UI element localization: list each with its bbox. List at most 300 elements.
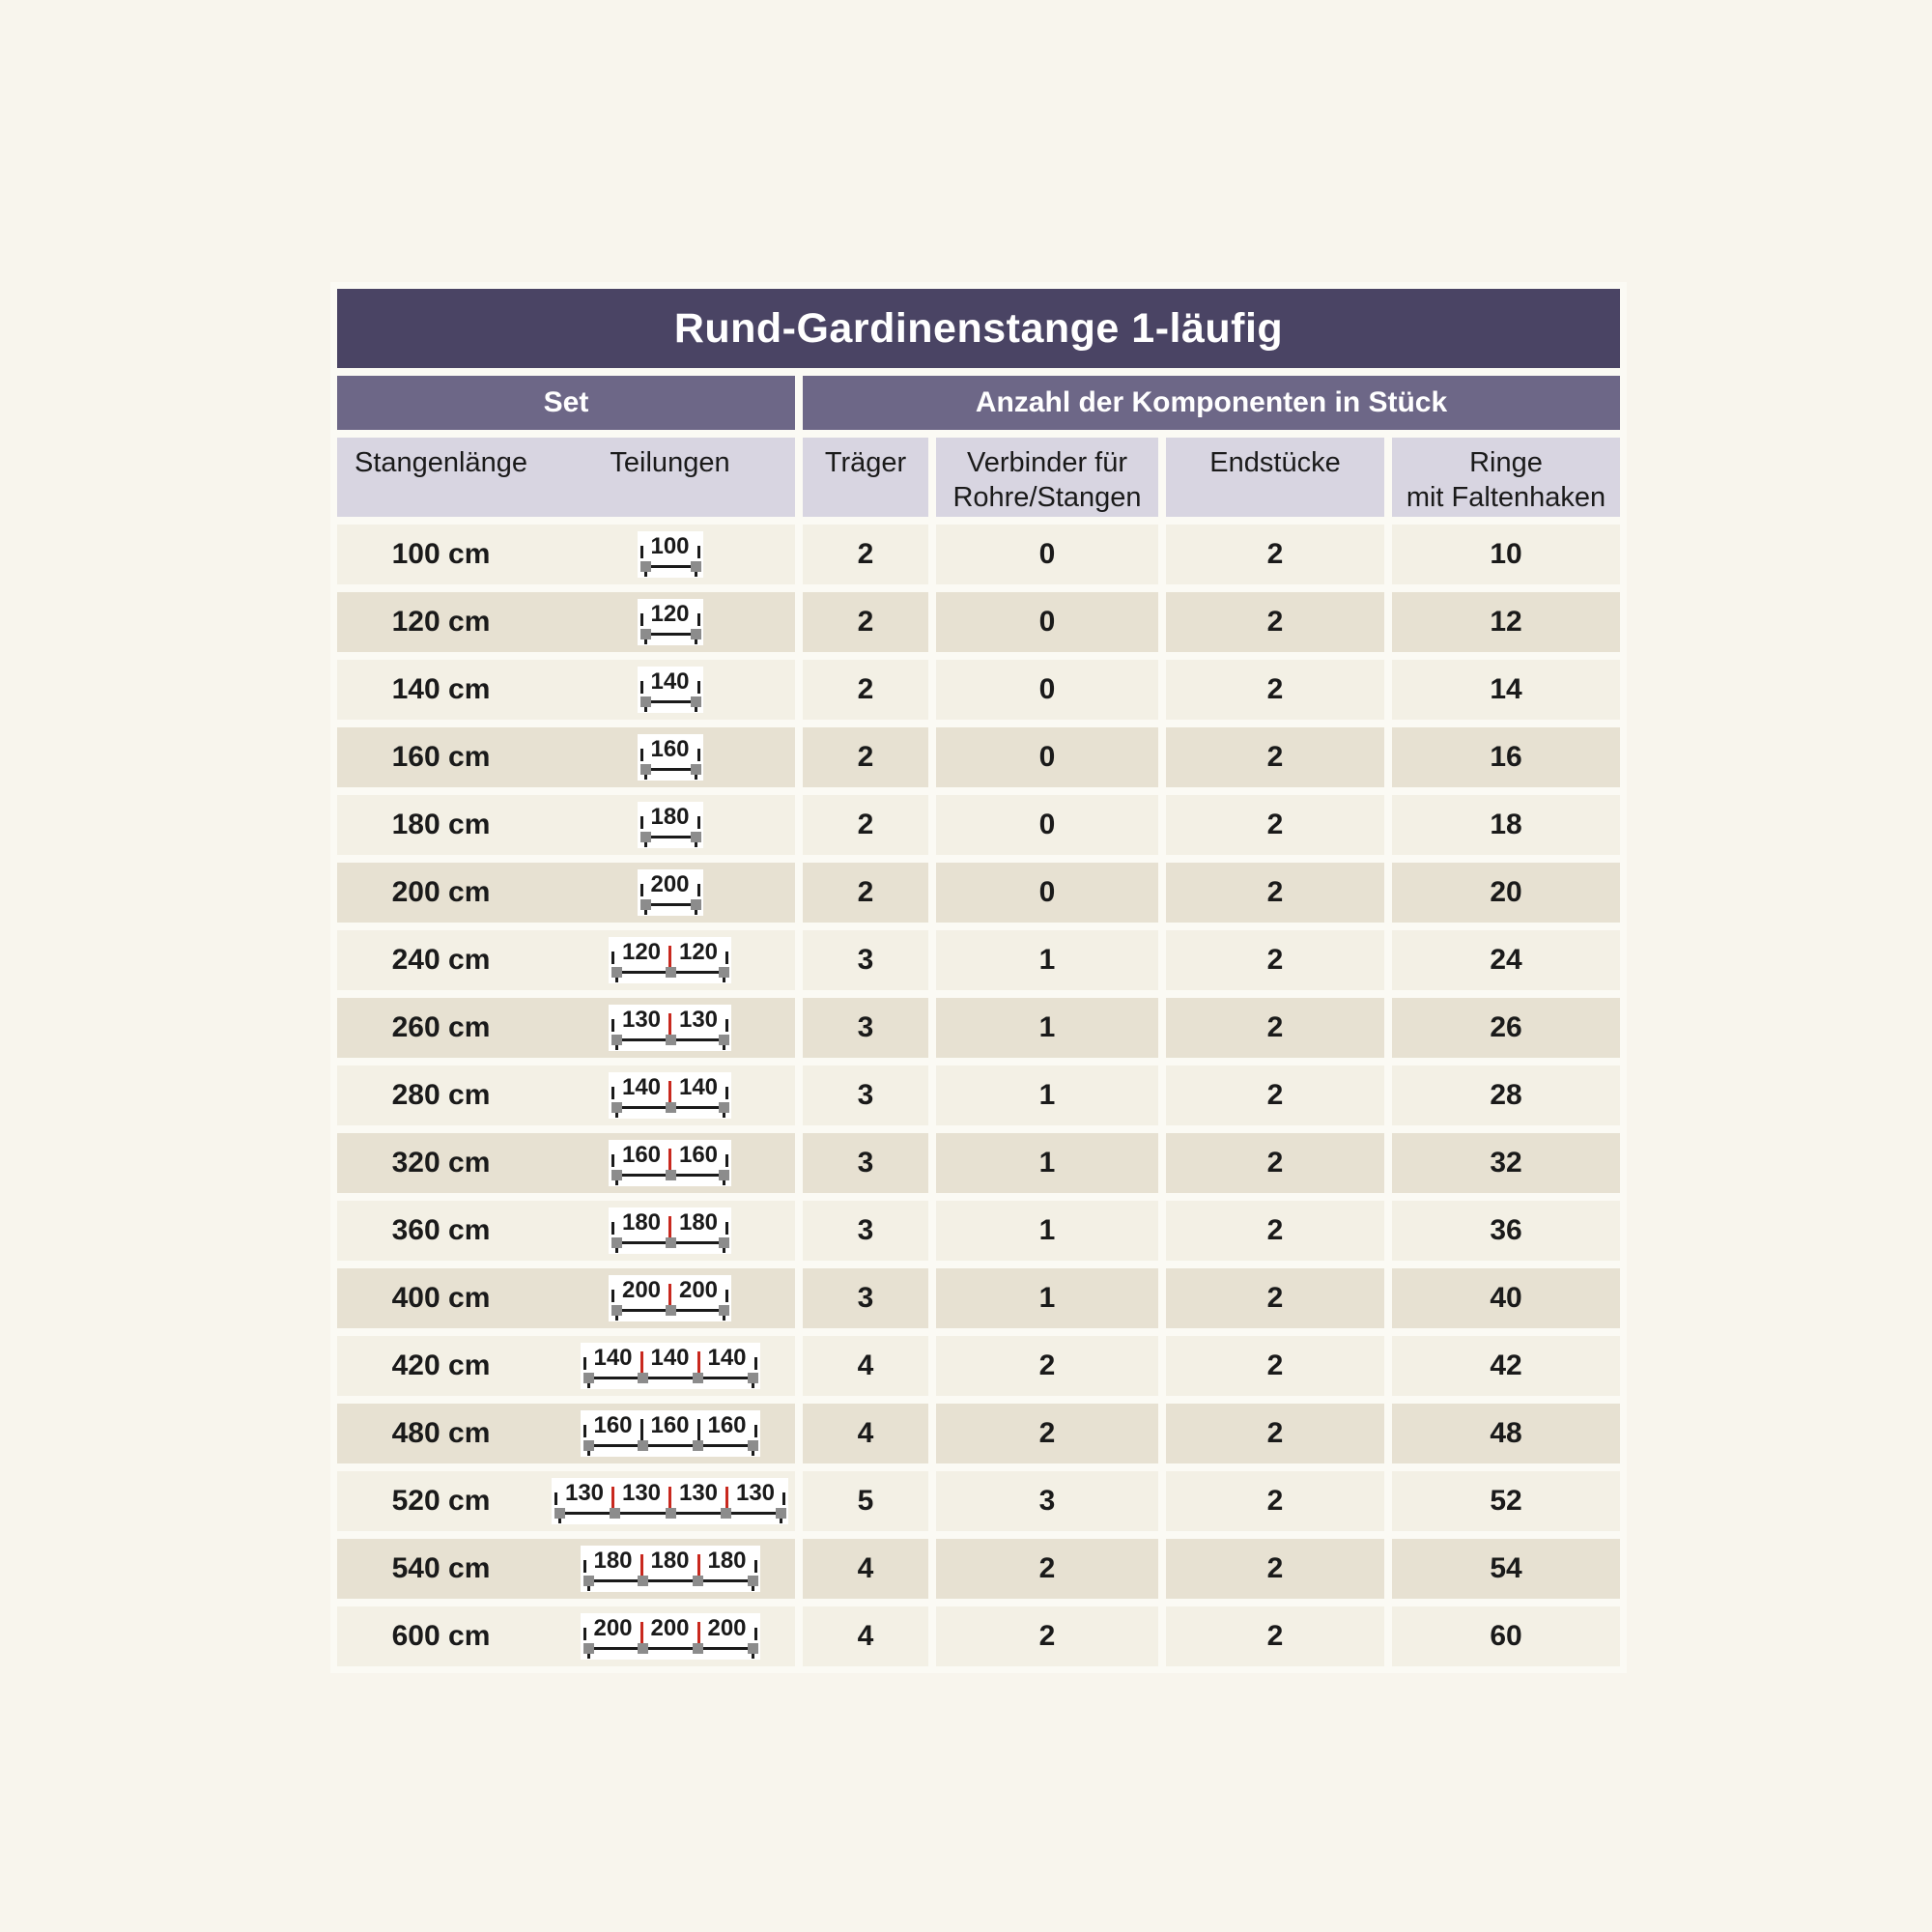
division-numbers — [640, 602, 700, 627]
rod-end-marker — [611, 1170, 622, 1180]
rod-joint-marker — [693, 1440, 703, 1451]
rings-count: 18 — [1392, 795, 1620, 855]
rings-count: 12 — [1392, 592, 1620, 652]
division-diagram — [581, 1546, 760, 1592]
division-diagram — [581, 1613, 760, 1660]
brackets-count: 4 — [803, 1404, 928, 1463]
brackets-count: 3 — [803, 1133, 928, 1193]
rod-line — [616, 1033, 724, 1047]
rod-end-marker — [748, 1440, 758, 1451]
rod-end-marker — [554, 1508, 565, 1519]
segment-length-label: 180 — [678, 1209, 719, 1236]
segment-length-label: 100 — [650, 533, 690, 559]
segment-length-label: 180 — [650, 804, 690, 830]
rod-line — [559, 1506, 781, 1520]
table-row — [337, 1065, 1620, 1125]
rod-line — [588, 1641, 753, 1656]
end-tick-icon — [725, 1154, 728, 1167]
brackets-count: 3 — [803, 998, 928, 1058]
segment-length-label: 140 — [678, 1074, 719, 1100]
rod-length-label: 540 cm — [391, 1552, 491, 1584]
division-diagram-wrap — [545, 1546, 795, 1592]
end-tick-icon — [611, 1290, 614, 1302]
division-diagram-wrap — [545, 1208, 795, 1254]
rod-joint-marker — [666, 1508, 676, 1519]
connectors-count: 1 — [936, 1065, 1158, 1125]
column-header-rings-line1: Ringe — [1469, 447, 1543, 478]
rod-length-label: 100 cm — [391, 538, 491, 570]
division-diagram — [609, 1275, 731, 1321]
connectors-count: 2 — [936, 1336, 1158, 1396]
rod-length-label: 280 cm — [391, 1079, 491, 1111]
division-diagram-wrap — [545, 1410, 795, 1457]
rod-line — [616, 965, 724, 980]
table-row — [337, 863, 1620, 923]
segment-length-label: 140 — [593, 1345, 633, 1371]
rod-joint-marker — [610, 1508, 620, 1519]
rod-length-label: 200 cm — [391, 876, 491, 908]
rod-line — [645, 762, 696, 777]
endpieces-count: 2 — [1166, 1268, 1384, 1328]
rod-end-marker — [583, 1373, 594, 1383]
rod-joint-marker — [666, 1170, 676, 1180]
rod-joint-marker — [666, 967, 676, 978]
rod-end-marker — [611, 1305, 622, 1316]
rod-end-marker — [776, 1508, 786, 1519]
rings-count: 20 — [1392, 863, 1620, 923]
table-row — [337, 592, 1620, 652]
division-numbers — [583, 1413, 757, 1438]
connectors-count: 1 — [936, 930, 1158, 990]
rod-end-marker — [583, 1643, 594, 1654]
table-body — [337, 525, 1620, 1666]
rings-count: 26 — [1392, 998, 1620, 1058]
rings-count: 60 — [1392, 1606, 1620, 1666]
end-tick-icon — [583, 1357, 586, 1370]
rod-joint-marker — [693, 1576, 703, 1586]
rod-line — [645, 559, 696, 574]
table-row — [337, 1606, 1620, 1666]
end-tick-icon — [725, 1290, 728, 1302]
rod-joint-marker — [666, 1305, 676, 1316]
division-diagram-wrap — [545, 937, 795, 983]
division-diagram-wrap — [545, 734, 795, 781]
endpieces-count: 2 — [1166, 1606, 1384, 1666]
segment-length-label: 160 — [621, 1142, 662, 1168]
segment-length-label: 130 — [564, 1480, 605, 1506]
endpieces-count: 2 — [1166, 930, 1384, 990]
endpieces-count: 2 — [1166, 795, 1384, 855]
set-cell — [337, 1133, 795, 1193]
rings-count: 54 — [1392, 1539, 1620, 1599]
column-header-rings-line2: mit Faltenhaken — [1406, 482, 1606, 513]
set-cell — [337, 727, 795, 787]
rod-joint-marker — [666, 1237, 676, 1248]
connectors-count: 0 — [936, 525, 1158, 584]
endpieces-count: 2 — [1166, 863, 1384, 923]
rod-length-label: 520 cm — [391, 1485, 491, 1517]
rings-count: 24 — [1392, 930, 1620, 990]
rod-end-marker — [640, 832, 651, 842]
end-tick-icon — [640, 884, 643, 896]
brackets-count: 3 — [803, 1065, 928, 1125]
segment-length-label: 140 — [707, 1345, 747, 1371]
end-tick-icon — [725, 1222, 728, 1235]
rod-line — [645, 897, 696, 912]
set-cell — [337, 1201, 795, 1261]
rod-length-label: 120 cm — [391, 606, 491, 638]
connectors-count: 0 — [936, 795, 1158, 855]
endpieces-count: 2 — [1166, 525, 1384, 584]
division-numbers — [640, 737, 700, 762]
end-tick-icon — [697, 681, 700, 694]
table-row — [337, 1268, 1620, 1328]
division-diagram — [609, 937, 731, 983]
set-cell — [337, 525, 795, 584]
segment-length-label: 130 — [621, 1480, 662, 1506]
connectors-count: 0 — [936, 863, 1158, 923]
column-header-set-group — [337, 438, 795, 517]
end-tick-icon — [782, 1492, 785, 1505]
end-tick-icon — [725, 1019, 728, 1032]
rod-joint-marker — [638, 1440, 648, 1451]
column-header-rings — [1392, 438, 1620, 517]
division-diagram — [638, 667, 703, 713]
end-tick-icon — [697, 816, 700, 829]
division-diagram — [609, 1208, 731, 1254]
table-row — [337, 1133, 1620, 1193]
segment-length-label: 160 — [593, 1412, 633, 1438]
table-row — [337, 998, 1620, 1058]
set-cell — [337, 592, 795, 652]
rod-joint-marker — [693, 1643, 703, 1654]
rod-length-label: 420 cm — [391, 1350, 491, 1381]
connectors-count: 0 — [936, 592, 1158, 652]
segment-length-label: 200 — [678, 1277, 719, 1303]
table-row — [337, 727, 1620, 787]
column-header-divisions: Teilungen — [610, 447, 730, 478]
set-cell — [337, 1065, 795, 1125]
table-row — [337, 660, 1620, 720]
column-header-connectors-line1: Verbinder für — [966, 447, 1128, 478]
rod-end-marker — [719, 1237, 729, 1248]
division-numbers — [583, 1346, 757, 1371]
rod-length-label: 600 cm — [391, 1620, 491, 1652]
segment-length-label: 120 — [678, 939, 719, 965]
group-header-components: Anzahl der Komponenten in Stück — [803, 376, 1620, 430]
end-tick-icon — [697, 749, 700, 761]
connectors-count: 1 — [936, 1201, 1158, 1261]
division-diagram-wrap — [545, 1140, 795, 1186]
rod-end-marker — [583, 1576, 594, 1586]
rod-end-marker — [640, 629, 651, 639]
end-tick-icon — [754, 1357, 757, 1370]
set-cell — [337, 998, 795, 1058]
end-tick-icon — [640, 613, 643, 626]
segment-length-label: 160 — [650, 736, 690, 762]
rod-joint-marker — [638, 1643, 648, 1654]
column-header-length: Stangenlänge — [355, 447, 527, 478]
group-header-set: Set — [337, 376, 795, 430]
end-tick-icon — [611, 952, 614, 964]
end-tick-icon — [754, 1425, 757, 1437]
endpieces-count: 2 — [1166, 1539, 1384, 1599]
division-numbers — [611, 1210, 728, 1236]
connectors-count: 2 — [936, 1539, 1158, 1599]
endpieces-count: 2 — [1166, 1201, 1384, 1261]
rod-line — [616, 1100, 724, 1115]
rings-count: 28 — [1392, 1065, 1620, 1125]
end-tick-icon — [725, 952, 728, 964]
division-numbers — [611, 1143, 728, 1168]
division-diagram — [638, 599, 703, 645]
rings-count: 14 — [1392, 660, 1620, 720]
rod-end-marker — [691, 629, 701, 639]
column-header-endpieces: Endstücke — [1166, 438, 1384, 517]
segment-length-label: 140 — [621, 1074, 662, 1100]
connectors-count: 3 — [936, 1471, 1158, 1531]
rod-end-marker — [611, 1102, 622, 1113]
rings-count: 40 — [1392, 1268, 1620, 1328]
column-header-row — [337, 438, 1620, 517]
rod-length-label: 240 cm — [391, 944, 491, 976]
rod-joint-marker — [666, 1035, 676, 1045]
division-numbers — [611, 1278, 728, 1303]
connectors-count: 2 — [936, 1404, 1158, 1463]
brackets-count: 4 — [803, 1539, 928, 1599]
end-tick-icon — [697, 546, 700, 558]
segment-length-label: 200 — [650, 871, 690, 897]
rod-end-marker — [611, 1237, 622, 1248]
segment-length-label: 200 — [621, 1277, 662, 1303]
brackets-count: 2 — [803, 660, 928, 720]
endpieces-count: 2 — [1166, 727, 1384, 787]
rod-end-marker — [691, 696, 701, 707]
segment-length-label: 180 — [593, 1548, 633, 1574]
end-tick-icon — [611, 1087, 614, 1099]
rod-end-marker — [691, 561, 701, 572]
set-cell — [337, 1539, 795, 1599]
end-tick-icon — [583, 1560, 586, 1573]
connectors-count: 0 — [936, 727, 1158, 787]
division-numbers — [611, 1075, 728, 1100]
division-diagram — [638, 869, 703, 916]
table-row — [337, 1201, 1620, 1261]
set-cell — [337, 1336, 795, 1396]
segment-length-label: 130 — [678, 1480, 719, 1506]
rings-count: 36 — [1392, 1201, 1620, 1261]
rod-end-marker — [719, 1102, 729, 1113]
end-tick-icon — [754, 1560, 757, 1573]
column-header-brackets: Träger — [803, 438, 928, 517]
end-tick-icon — [754, 1628, 757, 1640]
division-diagram-wrap — [545, 599, 795, 645]
endpieces-count: 2 — [1166, 1065, 1384, 1125]
rings-count: 42 — [1392, 1336, 1620, 1396]
rod-joint-marker — [638, 1373, 648, 1383]
division-numbers — [640, 669, 700, 695]
segment-length-label: 140 — [650, 1345, 690, 1371]
rod-line — [588, 1371, 753, 1385]
division-diagram-wrap — [545, 1005, 795, 1051]
division-diagram — [552, 1478, 788, 1524]
segment-length-label: 120 — [621, 939, 662, 965]
table-row — [337, 930, 1620, 990]
division-diagram-wrap — [545, 1275, 795, 1321]
division-diagram-wrap — [545, 869, 795, 916]
rod-line — [645, 830, 696, 844]
endpieces-count: 2 — [1166, 592, 1384, 652]
division-numbers — [640, 872, 700, 897]
endpieces-count: 2 — [1166, 1336, 1384, 1396]
rod-end-marker — [719, 1035, 729, 1045]
rod-end-marker — [640, 899, 651, 910]
rod-length-label: 320 cm — [391, 1147, 491, 1179]
division-diagram-wrap — [545, 1072, 795, 1119]
table-row — [337, 1404, 1620, 1463]
division-diagram — [638, 734, 703, 781]
rings-count: 48 — [1392, 1404, 1620, 1463]
set-cell — [337, 863, 795, 923]
rod-end-marker — [583, 1440, 594, 1451]
segment-length-label: 130 — [621, 1007, 662, 1033]
division-diagram-wrap — [545, 802, 795, 848]
division-numbers — [611, 1008, 728, 1033]
table-row — [337, 525, 1620, 584]
group-header-row — [337, 376, 1620, 430]
table-row — [337, 1539, 1620, 1599]
division-numbers — [554, 1481, 785, 1506]
rod-end-marker — [611, 967, 622, 978]
end-tick-icon — [611, 1019, 614, 1032]
rod-line — [588, 1574, 753, 1588]
set-cell — [337, 795, 795, 855]
rod-end-marker — [748, 1373, 758, 1383]
rod-end-marker — [748, 1576, 758, 1586]
end-tick-icon — [611, 1154, 614, 1167]
division-diagram-wrap — [545, 667, 795, 713]
set-cell — [337, 930, 795, 990]
brackets-count: 3 — [803, 1201, 928, 1261]
rod-end-marker — [640, 696, 651, 707]
division-diagram — [638, 802, 703, 848]
end-tick-icon — [554, 1492, 557, 1505]
set-cell — [337, 1606, 795, 1666]
division-diagram — [581, 1343, 760, 1389]
endpieces-count: 2 — [1166, 660, 1384, 720]
end-tick-icon — [583, 1628, 586, 1640]
rod-joint-marker — [638, 1576, 648, 1586]
rod-length-label: 480 cm — [391, 1417, 491, 1449]
division-diagram-wrap — [545, 531, 795, 578]
rod-end-marker — [719, 1170, 729, 1180]
brackets-count: 2 — [803, 727, 928, 787]
segment-length-label: 130 — [678, 1007, 719, 1033]
rings-count: 16 — [1392, 727, 1620, 787]
segment-length-label: 200 — [707, 1615, 747, 1641]
brackets-count: 2 — [803, 863, 928, 923]
end-tick-icon — [611, 1222, 614, 1235]
end-tick-icon — [697, 884, 700, 896]
segment-length-label: 160 — [678, 1142, 719, 1168]
rod-joint-marker — [721, 1508, 731, 1519]
table-row — [337, 1471, 1620, 1531]
end-tick-icon — [640, 816, 643, 829]
segment-length-label: 200 — [650, 1615, 690, 1641]
end-tick-icon — [725, 1087, 728, 1099]
rod-end-marker — [640, 561, 651, 572]
rings-count: 10 — [1392, 525, 1620, 584]
rings-count: 32 — [1392, 1133, 1620, 1193]
set-cell — [337, 1404, 795, 1463]
segment-length-label: 180 — [650, 1548, 690, 1574]
rod-line — [616, 1168, 724, 1182]
division-diagram-wrap — [545, 1613, 795, 1660]
rings-count: 52 — [1392, 1471, 1620, 1531]
rod-length-label: 400 cm — [391, 1282, 491, 1314]
division-diagram — [609, 1140, 731, 1186]
segment-length-label: 200 — [593, 1615, 633, 1641]
connectors-count: 1 — [936, 998, 1158, 1058]
connectors-count: 2 — [936, 1606, 1158, 1666]
brackets-count: 2 — [803, 592, 928, 652]
segment-length-label: 140 — [650, 668, 690, 695]
connectors-count: 0 — [936, 660, 1158, 720]
division-numbers — [611, 940, 728, 965]
rod-line — [616, 1303, 724, 1318]
end-tick-icon — [640, 546, 643, 558]
rod-joint-marker — [666, 1102, 676, 1113]
table-row — [337, 1336, 1620, 1396]
end-tick-icon — [640, 749, 643, 761]
rod-end-marker — [640, 764, 651, 775]
brackets-count: 4 — [803, 1606, 928, 1666]
column-header-connectors — [936, 438, 1158, 517]
division-numbers — [583, 1616, 757, 1641]
set-cell — [337, 660, 795, 720]
rod-end-marker — [691, 764, 701, 775]
segment-length-label: 120 — [650, 601, 690, 627]
rod-end-marker — [748, 1643, 758, 1654]
rod-line — [645, 695, 696, 709]
segment-length-label: 130 — [735, 1480, 776, 1506]
table-title: Rund-Gardinenstange 1-läufig — [337, 289, 1620, 368]
rod-line — [645, 627, 696, 641]
rod-length-label: 180 cm — [391, 809, 491, 840]
rod-joint-marker — [693, 1373, 703, 1383]
rod-end-marker — [691, 832, 701, 842]
rod-end-marker — [719, 967, 729, 978]
endpieces-count: 2 — [1166, 1471, 1384, 1531]
segment-length-label: 160 — [707, 1412, 747, 1438]
connectors-count: 1 — [936, 1133, 1158, 1193]
rod-length-label: 160 cm — [391, 741, 491, 773]
segment-length-label: 180 — [707, 1548, 747, 1574]
division-diagram — [609, 1005, 731, 1051]
rod-length-label: 360 cm — [391, 1214, 491, 1246]
set-cell — [337, 1268, 795, 1328]
brackets-count: 2 — [803, 795, 928, 855]
division-numbers — [640, 805, 700, 830]
division-numbers — [640, 534, 700, 559]
brackets-count: 4 — [803, 1336, 928, 1396]
rod-line — [588, 1438, 753, 1453]
rod-end-marker — [719, 1305, 729, 1316]
brackets-count: 5 — [803, 1471, 928, 1531]
end-tick-icon — [640, 681, 643, 694]
division-diagram-wrap — [545, 1343, 795, 1389]
division-diagram — [609, 1072, 731, 1119]
